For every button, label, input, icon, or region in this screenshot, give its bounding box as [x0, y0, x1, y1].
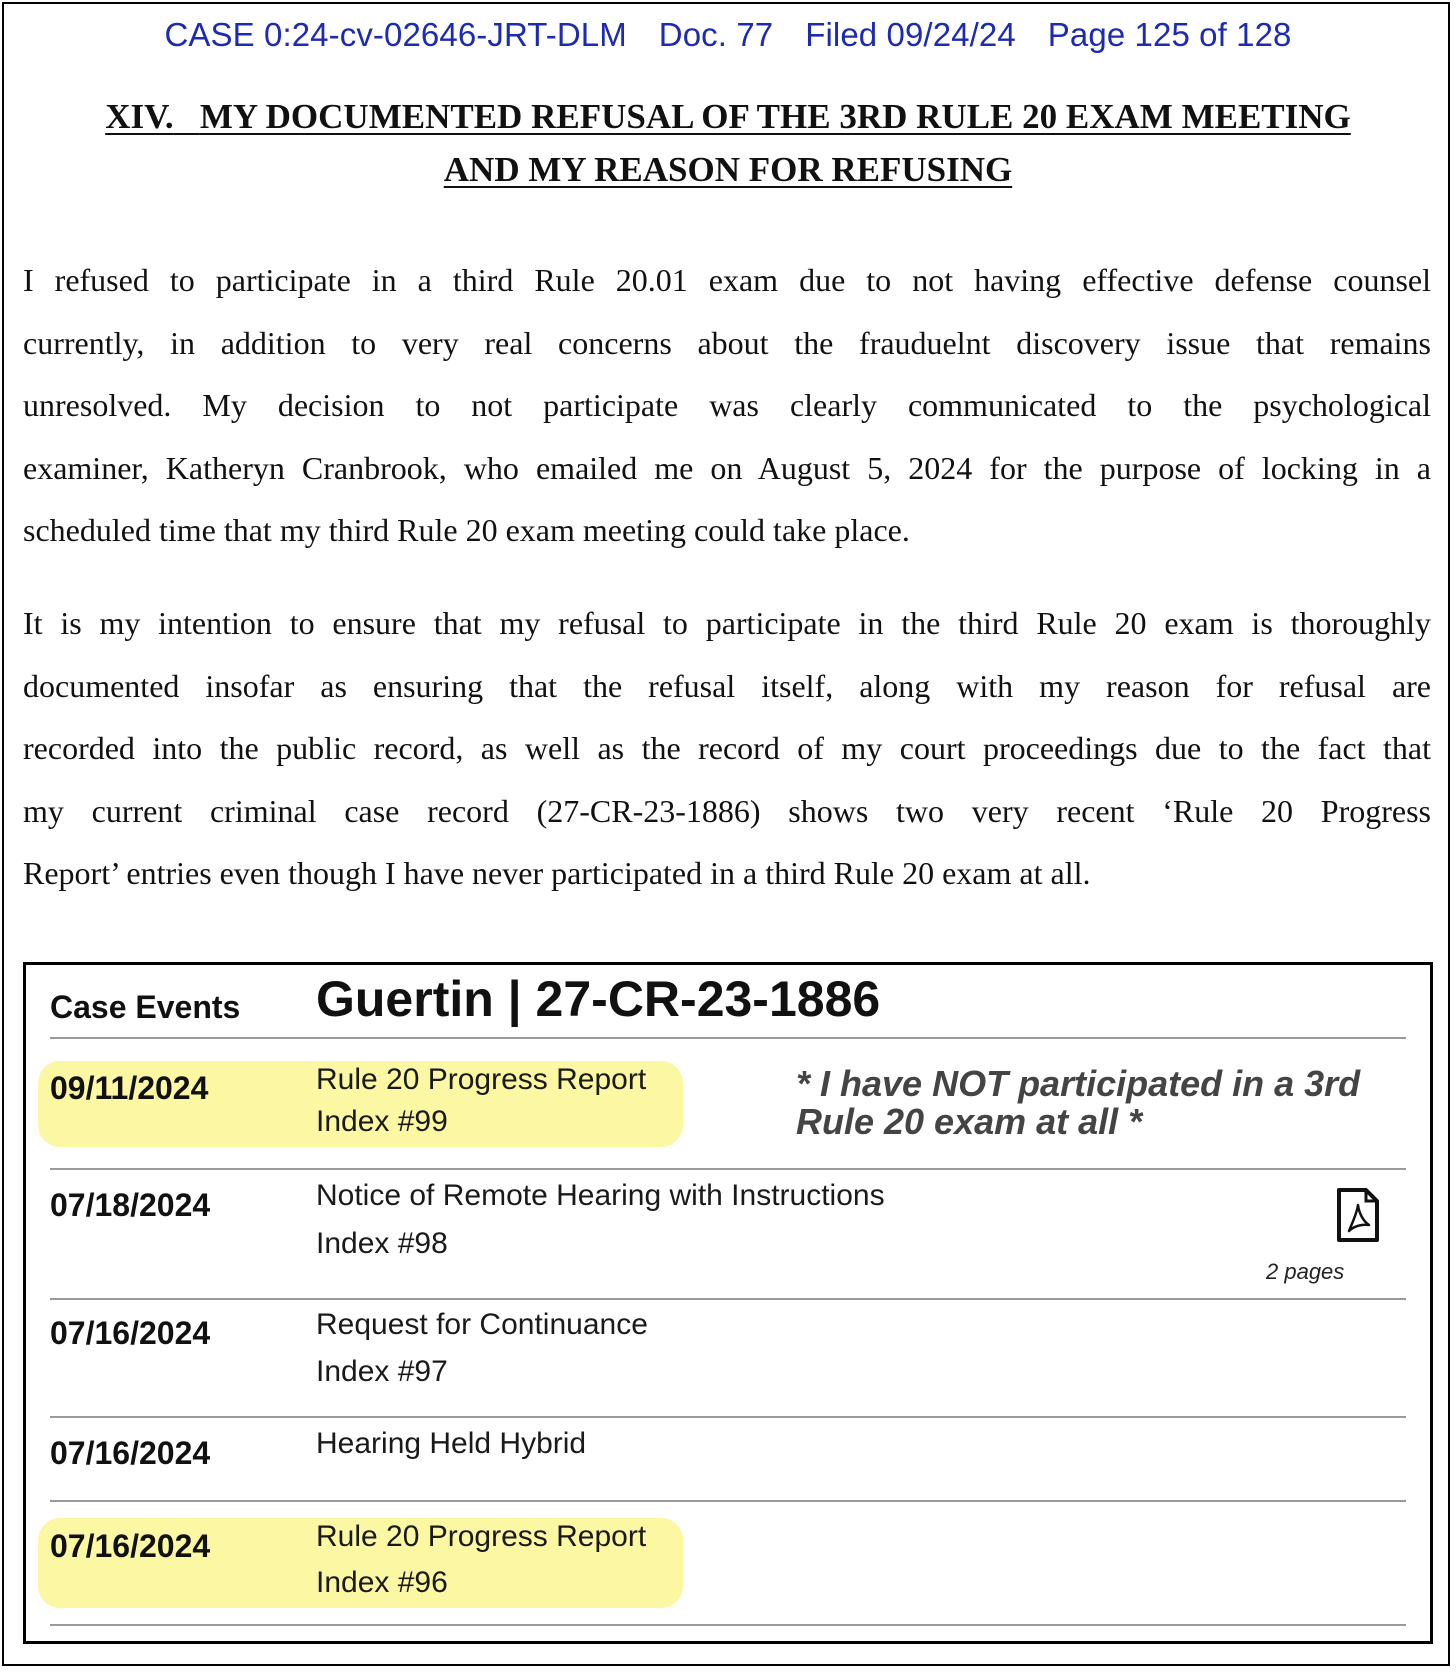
event-index: Index #96 — [316, 1566, 448, 1599]
paragraph-line: I refused to participate in a third Rule 20.01 exam due to not having effective defense counsel — [23, 262, 1431, 298]
case-events-screenshot — [23, 962, 1433, 1644]
attachment-pages: 2 pages — [1266, 1259, 1345, 1284]
section-heading — [30, 90, 1426, 196]
event-title[interactable]: Notice of Remote Hearing with Instructions — [316, 1179, 885, 1212]
paragraph-line: scheduled time that my third Rule 20 exam meeting could take place. — [23, 512, 910, 548]
event-title[interactable]: Rule 20 Progress Report — [316, 1063, 647, 1096]
paragraph-line: currently, in addition to very real concerns about the frauduelnt discovery issue that remains — [23, 324, 1431, 361]
event-index: Index #99 — [316, 1105, 448, 1138]
event-index: Index #97 — [316, 1355, 448, 1388]
case-number: CASE 0:24-cv-02646-JRT-DLM — [164, 16, 627, 53]
doc-number: Doc. 77 — [658, 16, 774, 53]
event-date[interactable]: 07/16/2024 — [50, 1435, 211, 1471]
event-date[interactable]: 07/16/2024 — [50, 1528, 211, 1564]
section-title-line2: AND MY REASON FOR REFUSING — [443, 150, 1013, 189]
event-title[interactable]: Rule 20 Progress Report — [316, 1520, 647, 1553]
paragraph-line: unresolved. My decision to not participate was clearly communicated to the psychological — [23, 387, 1431, 423]
pdf-icon[interactable] — [1336, 1187, 1380, 1243]
annotation-note: * I have NOT participated in a 3rd Rule 20 exam at all * — [796, 1063, 1361, 1142]
event-title[interactable]: Hearing Held Hybrid — [316, 1427, 587, 1460]
event-index: Index #98 — [316, 1227, 448, 1260]
divider — [50, 1037, 1406, 1039]
paragraph-line: documented insofar as ensuring that the refusal itself, along with my reason for refusal are — [23, 667, 1431, 704]
case-title: Guertin | 27-CR-23-1886 — [316, 971, 881, 1027]
paragraph-line: my current criminal case record (27-CR-23-1886) shows two very recent ‘Rule 20 Progress — [23, 792, 1431, 829]
case-events-label: Case Events — [50, 989, 241, 1025]
divider — [50, 1500, 1406, 1502]
divider — [50, 1416, 1406, 1418]
event-date[interactable]: 09/11/2024 — [50, 1070, 209, 1106]
divider — [50, 1168, 1406, 1170]
case-header — [0, 16, 1456, 54]
filed-date: Filed 09/24/24 — [805, 16, 1016, 53]
paragraph-line: recorded into the public record, as well as the record of my court proceedings due to the fact that — [23, 730, 1431, 766]
event-date[interactable]: 07/18/2024 — [50, 1187, 211, 1223]
divider — [50, 1624, 1406, 1626]
paragraph-2 — [23, 592, 1431, 905]
section-title-line1: MY DOCUMENTED REFUSAL OF THE 3RD RULE 20 EXAM MEETING — [199, 97, 1351, 136]
divider — [50, 1298, 1406, 1300]
event-date[interactable]: 07/16/2024 — [50, 1315, 211, 1351]
section-number: XIV. — [105, 97, 174, 136]
paragraph-line: examiner, Katheryn Cranbrook, who emailed me on August 5, 2024 for the purpose of locking in a — [23, 449, 1431, 486]
paragraph-line: It is my intention to ensure that my refusal to participate in the third Rule 20 exam is thoroughly — [23, 605, 1431, 641]
page-number: Page 125 of 128 — [1047, 16, 1292, 53]
paragraph-1 — [23, 249, 1431, 562]
paragraph-line: Report’ entries even though I have never participated in a third Rule 20 exam at all. — [23, 855, 1091, 891]
event-title[interactable]: Request for Continuance — [316, 1308, 648, 1341]
